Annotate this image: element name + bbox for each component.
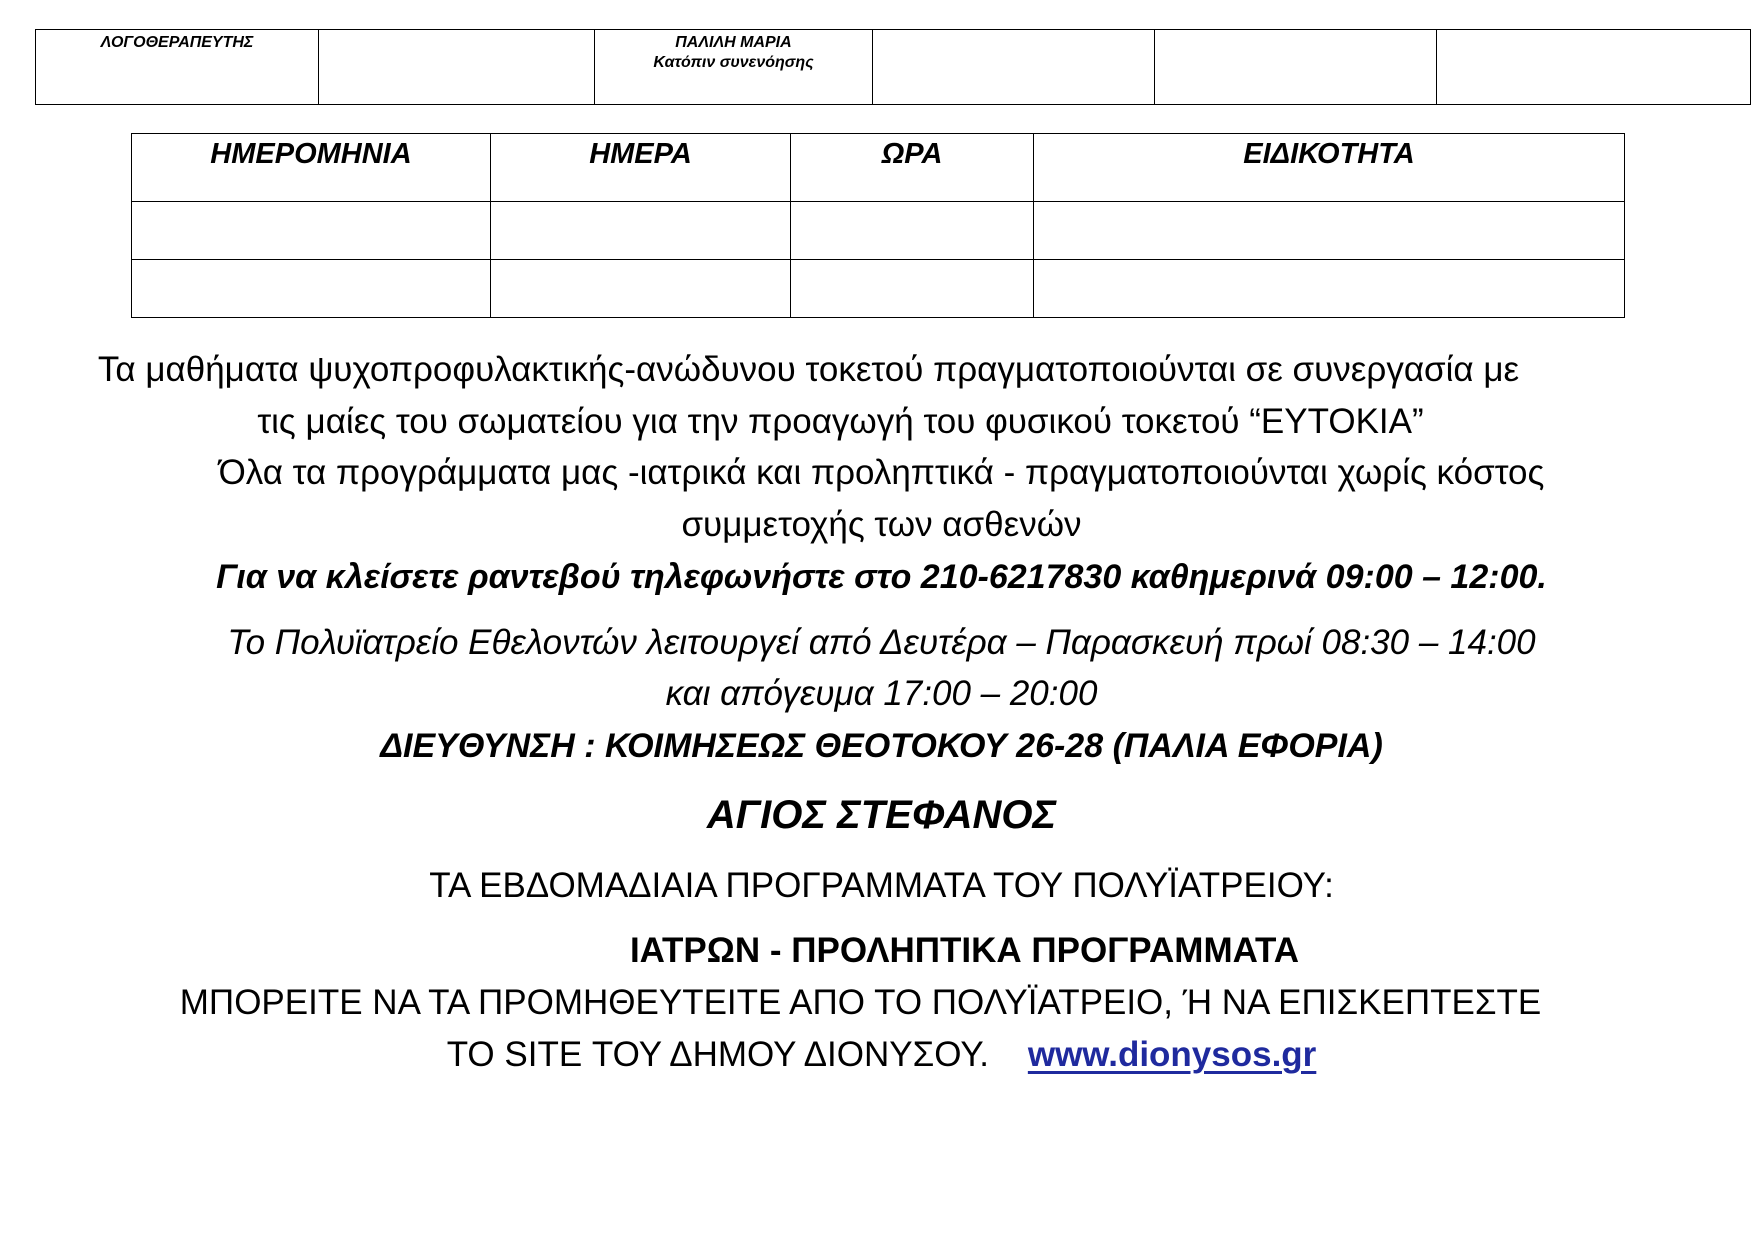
table-row [132,202,1625,260]
booking-phone-text: Για να κλείσετε ραντεβού τηλεφωνήστε στο 210-6217830 καθημερινά 09:00 – 12:00. [216,558,1547,596]
site-text: ΤΟ SITE ΤΟΥ ΔΗΜΟΥ ΔΙΟΝΥΣΟΥ. [446,1035,989,1074]
header-time: ΩΡΑ [791,134,1034,202]
empty-cell [1437,30,1751,105]
opening-hours-text-cont: και απόγευμα 17:00 – 20:00 [665,674,1098,713]
appointments-table [131,133,1625,318]
doctor-note: Κατόπιν συνενόησης [653,54,814,71]
opening-hours-text: Το Πολυϊατρείο Εθελοντών λειτουργεί από Δευτέρα – Παρασκευή πρωί 08:30 – 14:00 [227,623,1536,662]
table-cell [491,202,791,260]
table-cell [791,260,1034,318]
empty-cell [873,30,1155,105]
address-text: ΔΙΕΥΘΥΝΣΗ : ΚΟΙΜΗΣΕΩΣ ΘΕΟΤΟΚΟΥ 26-28 (ΠΑΛΙΑ ΕΦΟΡΙΑ) [380,727,1383,765]
free-programs-text-cont: συμμετοχής των ασθενών [681,505,1082,544]
header-date: ΗΜΕΡΟΜΗΝΙΑ [132,134,491,202]
table-cell [1034,260,1625,318]
appointments-header-row [132,134,1625,202]
town-heading: ΑΓΙΟΣ ΣΤΕΦΑΝΟΣ [706,793,1057,837]
table-cell [791,202,1034,260]
website-line [5,1035,1753,1075]
table-cell [132,260,491,318]
schedule-row-table [35,29,1751,105]
table-cell [1034,202,1625,260]
table-row [132,260,1625,318]
weekly-programs-text: ΤΑ ΕΒΔΟΜΑΔΙΑΙΑ ΠΡΟΓΡΑΜΜΑΤΑ ΤΟΥ ΠΟΛΥΪΑΤΡΕΙΟΥ: [429,866,1334,905]
doctor-cell [595,30,873,105]
doctor-name: ΠΑΛΙΛΗ ΜΑΡΙΑ [675,34,792,51]
prenatal-classes-text: Τα μαθήματα ψυχοπροφυλακτικής-ανώδυνου τοκετού πραγματοποιούνται σε συνεργασία με [97,350,1520,389]
header-specialty: ΕΙΔΙΚΟΤΗΤΑ [1034,134,1625,202]
free-programs-text: Όλα τα προγράμματα μας -ιατρικά και προληπτικά - πραγματοποιούνται χωρίς κόστος [218,453,1545,492]
obtain-programs-text: ΜΠΟΡΕΙΤΕ ΝΑ ΤΑ ΠΡΟΜΗΘΕΥΤΕΙΤΕ ΑΠΟ ΤΟ ΠΟΛΥΪΑΤΡΕΙΟ, Ή ΝΑ ΕΠΙΣΚΕΠΤΕΣΤΕ [179,983,1542,1022]
table-cell [491,260,791,318]
table-cell [132,202,491,260]
empty-cell [319,30,595,105]
header-day: ΗΜΕΡΑ [491,134,791,202]
program-types-text: ΙΑΤΡΩΝ - ΠΡΟΛΗΠΤΙΚΑ ΠΡΟΓΡΑΜΜΑΤΑ [629,931,1300,970]
schedule-row [36,30,1751,105]
specialty-label: ΛΟΓΟΘΕΡΑΠΕΥΤΗΣ [100,34,254,51]
website-link[interactable]: www.dionysos.gr [1027,1035,1317,1074]
empty-cell [1155,30,1437,105]
specialty-cell [36,30,319,105]
prenatal-classes-text-cont: τις μαίες του σωματείου για την προαγωγή του φυσικού τοκετού “ΕΥΤΟΚΙΑ” [257,402,1424,441]
